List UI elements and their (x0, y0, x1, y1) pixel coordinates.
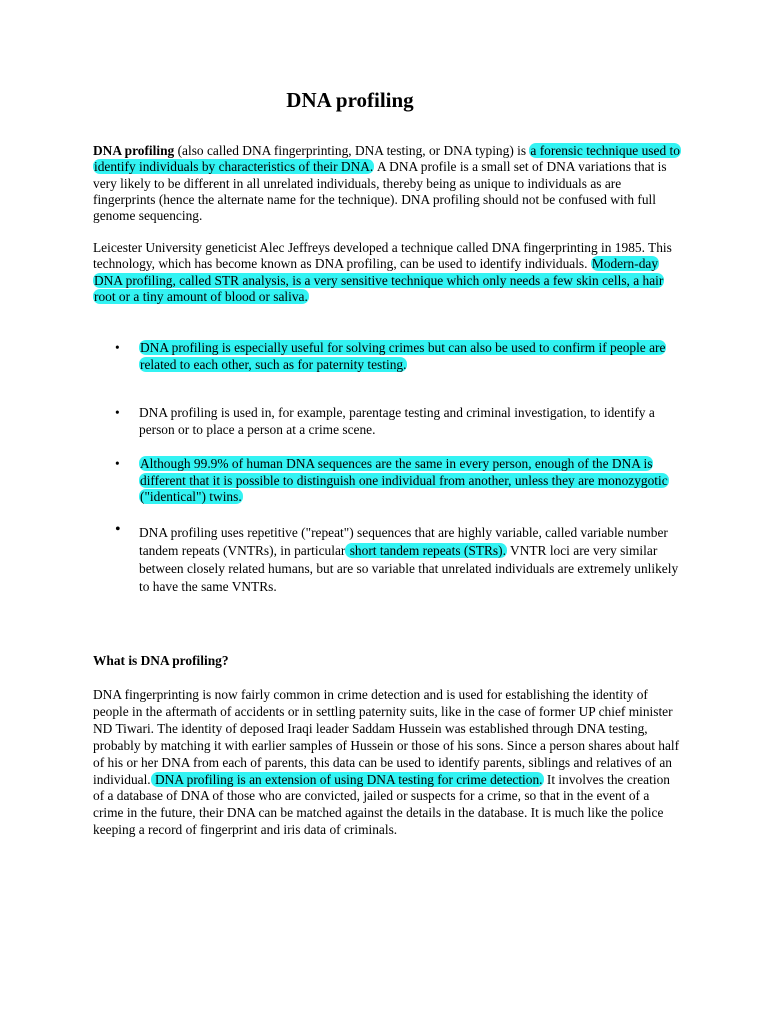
bullet-2-text: DNA profiling is used in, for example, parentage testing and criminal investigation, to identify a person or to place a person at a crime scene. (139, 405, 655, 437)
intro-text-2: A DNA profile is a small set of DNA variations that is very likely to be different in all unrelated individuals, thereby being as unique to individuals as are fingerprints (hence the alternate name for the technique). DNA profiling should not be confused with full genome sequencing. (93, 159, 667, 224)
bullet-item-3 (115, 456, 687, 506)
section-text-2: It involves the creation of a database of DNA of those who are convicted, jailed or suspects for a crime, so that in the event of a crime in the future, their DNA can be matched against the details in the database. It is much like the police keeping a record of fingerprint and iris data of criminals. (93, 771, 670, 838)
bullet-4-text-2: VNTR loci are very similar between closely related humans, but are so variable that unrelated individuals are extremely unlikely to have the same VNTRs. (139, 543, 679, 594)
history-highlight: Modern-day DNA profiling, called STR analysis, is a very sensitive technique which only needs a few skin cells, a hair root or a tiny amount of blood or saliva. (94, 256, 664, 304)
section-text-1: DNA fingerprinting is now fairly common in crime detection and is used for establishing the identity of people in the aftermath of accidents or in settling paternity suits, like in the case of former UP chief minister ND Tiwari. The identity of deposed Iraqi leader Saddam Hussein was established through DNA testing, probably by matching it with earlier samples of Hussein or those of his sons. Since a person shares about half of his or her DNA from each of parents, this data can be used to identify parents, siblings and relatives of an individual. (93, 687, 680, 787)
bullet-dot-icon: • (115, 405, 120, 420)
bullet-dot-icon: • (115, 340, 120, 355)
intro-term: DNA profiling (93, 143, 175, 158)
bullet-item-2 (115, 405, 687, 438)
bullet-dot-icon: • (115, 456, 120, 471)
intro-highlight: a forensic technique used to identify individuals by characteristics of their DNA. (94, 143, 680, 175)
bullet-3-highlight: Although 99.9% of human DNA sequences are the same in every person, enough of the DNA is different that it is possible to distinguish one individual from another, unless they are monozygotic ("identical") twins. (140, 456, 668, 504)
bullet-4-highlight: short tandem repeats (STRs). (346, 543, 506, 558)
section-paragraph (93, 687, 683, 839)
intro-paragraph (93, 143, 683, 224)
bullet-item-4 (115, 521, 687, 596)
history-paragraph (93, 240, 683, 305)
intro-text-1: (also called DNA fingerprinting, DNA testing, or DNA typing) is (174, 143, 530, 158)
section-heading: What is DNA profiling? (93, 653, 229, 668)
bullet-1-highlight: DNA profiling is especially useful for solving crimes but can also be used to confirm if people are related to each other, such as for paternity testing. (140, 340, 666, 372)
section-highlight: DNA profiling is an extension of using DNA testing for crime detection. (151, 771, 543, 787)
history-text: Leicester University geneticist Alec Jeffreys developed a technique called DNA fingerprinting in 1985. This technology, which has become known as DNA profiling, can be used to identify individuals. (93, 240, 672, 272)
page-title: DNA profiling (286, 88, 414, 112)
bullet-item-1 (115, 340, 687, 373)
bullet-dot-icon: • (115, 521, 121, 538)
bullet-4-text-1: DNA profiling uses repetitive ("repeat") sequences that are highly variable, called variable number tandem repeats (VNTRs), in particular (139, 525, 668, 558)
